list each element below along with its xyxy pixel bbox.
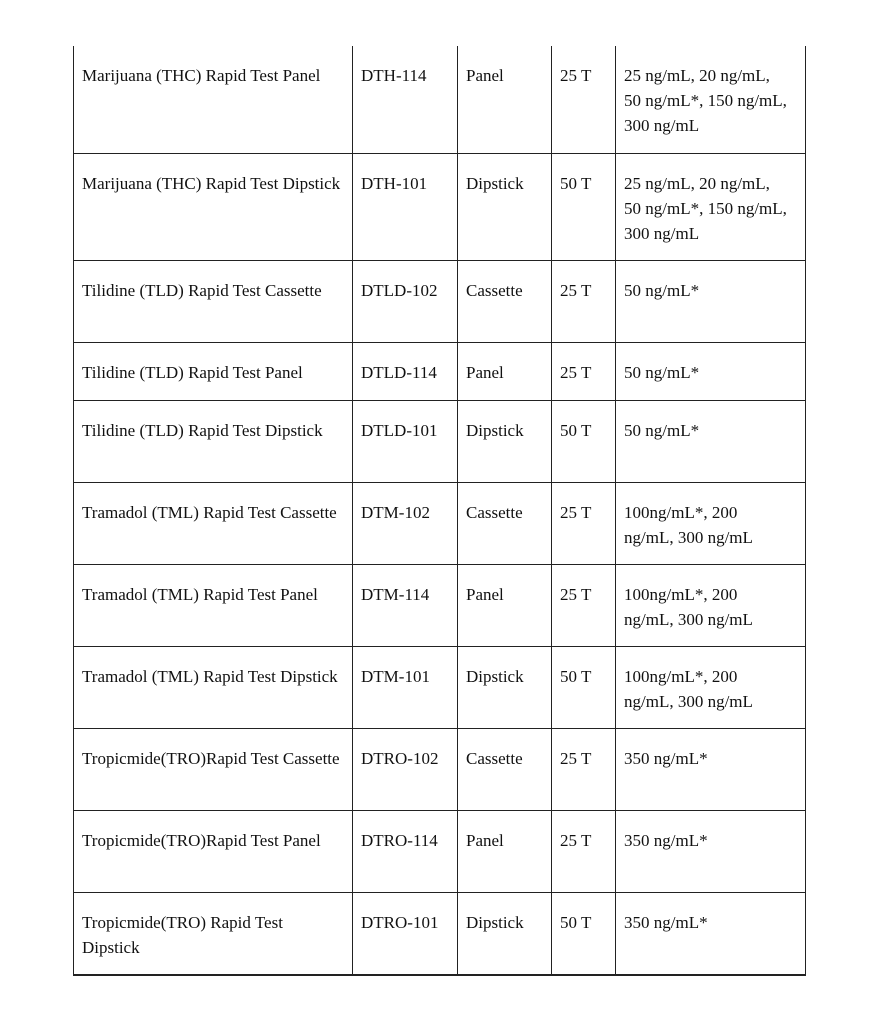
cutoff-cell: 50 ng/mL* bbox=[616, 260, 806, 342]
pack-size-cell: 25 T bbox=[552, 46, 616, 153]
product-name-cell: Marijuana (THC) Rapid Test Panel bbox=[74, 46, 353, 153]
format-cell: Cassette bbox=[458, 260, 552, 342]
table-row bbox=[74, 342, 806, 400]
table-row bbox=[74, 810, 806, 892]
catalog-number-cell: DTH-101 bbox=[353, 153, 458, 260]
format-cell: Panel bbox=[458, 810, 552, 892]
product-name-cell: Tramadol (TML) Rapid Test Cassette bbox=[74, 482, 353, 564]
pack-size-cell: 25 T bbox=[552, 482, 616, 564]
catalog-number-cell: DTH-114 bbox=[353, 46, 458, 153]
table-row bbox=[74, 153, 806, 260]
format-cell: Panel bbox=[458, 342, 552, 400]
pack-size-cell: 50 T bbox=[552, 153, 616, 260]
cutoff-cell: 100ng/mL*, 200 ng/mL, 300 ng/mL bbox=[616, 482, 806, 564]
pack-size-cell: 50 T bbox=[552, 646, 616, 728]
table-row bbox=[74, 260, 806, 342]
catalog-number-cell: DTRO-102 bbox=[353, 728, 458, 810]
catalog-number-cell: DTLD-102 bbox=[353, 260, 458, 342]
cutoff-cell: 350 ng/mL* bbox=[616, 728, 806, 810]
catalog-number-cell: DTM-114 bbox=[353, 564, 458, 646]
pack-size-cell: 25 T bbox=[552, 728, 616, 810]
catalog-number-cell: DTRO-114 bbox=[353, 810, 458, 892]
table-row bbox=[74, 482, 806, 564]
format-cell: Cassette bbox=[458, 482, 552, 564]
product-name-cell: Tilidine (TLD) Rapid Test Panel bbox=[74, 342, 353, 400]
pack-size-cell: 25 T bbox=[552, 342, 616, 400]
cutoff-cell: 25 ng/mL, 20 ng/mL, 50 ng/mL*, 150 ng/mL, 300 ng/mL bbox=[616, 153, 806, 260]
format-cell: Dipstick bbox=[458, 646, 552, 728]
pack-size-cell: 50 T bbox=[552, 892, 616, 975]
table-row bbox=[74, 892, 806, 975]
table-row bbox=[74, 400, 806, 482]
table-row bbox=[74, 564, 806, 646]
catalog-number-cell: DTRO-101 bbox=[353, 892, 458, 975]
product-name-cell: Tropicmide(TRO) Rapid Test Dipstick bbox=[74, 892, 353, 975]
product-name-cell: Marijuana (THC) Rapid Test Dipstick bbox=[74, 153, 353, 260]
format-cell: Panel bbox=[458, 564, 552, 646]
product-name-cell: Tropicmide(TRO)Rapid Test Cassette bbox=[74, 728, 353, 810]
cutoff-cell: 350 ng/mL* bbox=[616, 892, 806, 975]
catalog-number-cell: DTM-101 bbox=[353, 646, 458, 728]
product-name-cell: Tilidine (TLD) Rapid Test Dipstick bbox=[74, 400, 353, 482]
product-table bbox=[73, 46, 806, 976]
format-cell: Dipstick bbox=[458, 153, 552, 260]
table-row bbox=[74, 728, 806, 810]
format-cell: Cassette bbox=[458, 728, 552, 810]
cutoff-cell: 100ng/mL*, 200 ng/mL, 300 ng/mL bbox=[616, 564, 806, 646]
format-cell: Panel bbox=[458, 46, 552, 153]
format-cell: Dipstick bbox=[458, 892, 552, 975]
table-row bbox=[74, 646, 806, 728]
pack-size-cell: 50 T bbox=[552, 400, 616, 482]
pack-size-cell: 25 T bbox=[552, 564, 616, 646]
catalog-number-cell: DTLD-101 bbox=[353, 400, 458, 482]
pack-size-cell: 25 T bbox=[552, 260, 616, 342]
cutoff-cell: 350 ng/mL* bbox=[616, 810, 806, 892]
cutoff-cell: 50 ng/mL* bbox=[616, 400, 806, 482]
catalog-number-cell: DTM-102 bbox=[353, 482, 458, 564]
product-name-cell: Tramadol (TML) Rapid Test Panel bbox=[74, 564, 353, 646]
cutoff-cell: 25 ng/mL, 20 ng/mL, 50 ng/mL*, 150 ng/mL, 300 ng/mL bbox=[616, 46, 806, 153]
product-name-cell: Tropicmide(TRO)Rapid Test Panel bbox=[74, 810, 353, 892]
table-row bbox=[74, 46, 806, 153]
cutoff-cell: 50 ng/mL* bbox=[616, 342, 806, 400]
product-name-cell: Tramadol (TML) Rapid Test Dipstick bbox=[74, 646, 353, 728]
format-cell: Dipstick bbox=[458, 400, 552, 482]
product-name-cell: Tilidine (TLD) Rapid Test Cassette bbox=[74, 260, 353, 342]
cutoff-cell: 100ng/mL*, 200 ng/mL, 300 ng/mL bbox=[616, 646, 806, 728]
catalog-number-cell: DTLD-114 bbox=[353, 342, 458, 400]
pack-size-cell: 25 T bbox=[552, 810, 616, 892]
